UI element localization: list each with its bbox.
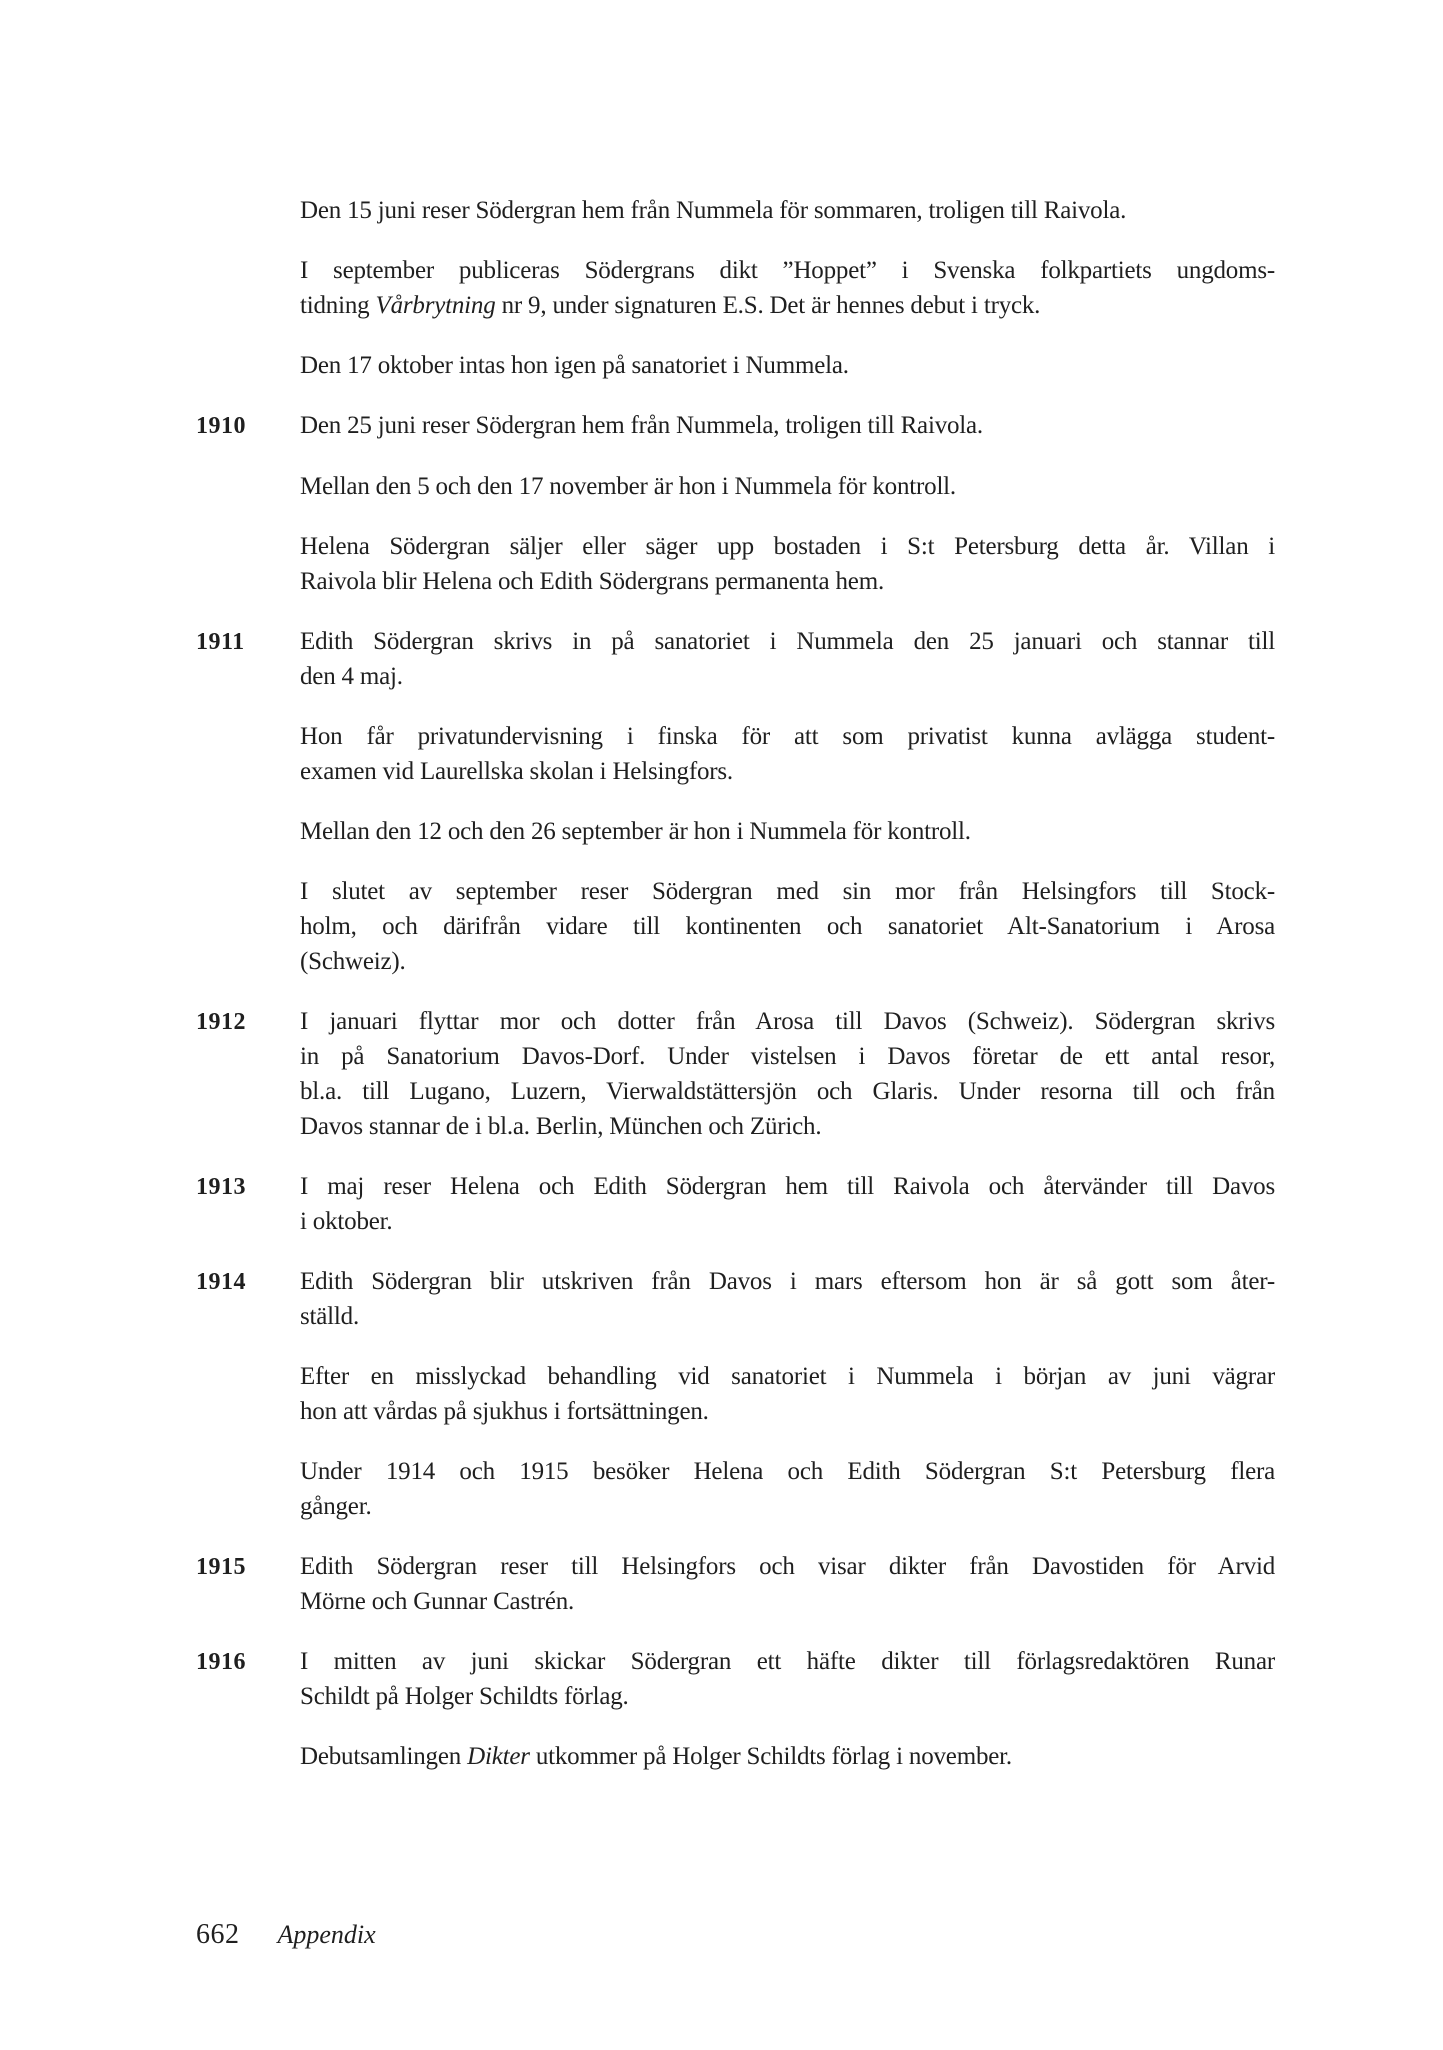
entry-year-label: 1916 xyxy=(196,1649,246,1675)
text-segment: I januari flyttar mor och dotter från Arosa till Davos (Schweiz). Södergran skrivs xyxy=(300,1008,1275,1035)
entry-year-label: 1910 xyxy=(196,413,246,439)
text-segment: I slutet av september reser Södergran med sin mor från Helsingfors till Stock- xyxy=(300,878,1275,905)
chronology-entry xyxy=(196,529,1275,599)
entry-paragraph xyxy=(300,1454,1275,1524)
entry-text-line xyxy=(300,719,1275,754)
text-segment: Mellan den 5 och den 17 november är hon i Nummela för kontroll. xyxy=(300,473,956,500)
text-segment: I mitten av juni skickar Södergran ett häfte dikter till förlagsredaktören Runar xyxy=(300,1648,1275,1675)
text-segment: Hon får privatundervisning i finska för att som privatist kunna avlägga student- xyxy=(300,723,1275,750)
entry-text-line xyxy=(300,1394,1275,1429)
entry-year-label: 1915 xyxy=(196,1554,246,1580)
text-segment: Helena Södergran säljer eller säger upp bostaden i S:t Petersburg detta år. Villan i xyxy=(300,533,1275,560)
entry-text-line xyxy=(300,1109,1275,1144)
text-segment: Edith Södergran blir utskriven från Davos i mars eftersom hon är så gott som åter- xyxy=(300,1268,1275,1295)
entry-text-line xyxy=(300,253,1275,288)
entry-text-line xyxy=(300,1169,1275,1204)
text-segment: den 4 maj. xyxy=(300,663,403,690)
text-segment: examen vid Laurellska skolan i Helsingfors. xyxy=(300,758,733,785)
text-segment: gånger. xyxy=(300,1493,372,1520)
entry-year-label: 1911 xyxy=(196,629,245,655)
text-segment: Den 15 juni reser Södergran hem från Nummela för sommaren, troligen till Raivola. xyxy=(300,197,1127,224)
chronology-entry xyxy=(196,874,1275,979)
chronology-entry xyxy=(196,1454,1275,1524)
entry-text-line xyxy=(300,754,1275,789)
entry-text-line xyxy=(300,1039,1275,1074)
entry-paragraph xyxy=(300,1739,1275,1774)
chronology-entry xyxy=(196,193,1275,228)
chronology-entry xyxy=(196,469,1275,504)
entry-text-line xyxy=(300,408,1275,443)
text-segment: (Schweiz). xyxy=(300,948,406,975)
text-segment: Edith Södergran skrivs in på sanatoriet i Nummela den 25 januari och stannar till xyxy=(300,628,1275,655)
chronology-entry xyxy=(196,1644,1275,1714)
entry-text-line xyxy=(300,624,1275,659)
entry-year-label: 1912 xyxy=(196,1009,246,1035)
text-segment: holm, och därifrån vidare till kontinenten och sanatoriet Alt-Sanatorium i Arosa xyxy=(300,913,1275,940)
text-segment: Under 1914 och 1915 besöker Helena och Edith Södergran S:t Petersburg flera xyxy=(300,1458,1275,1485)
text-segment: tidning xyxy=(300,292,376,319)
entry-text-line xyxy=(300,1204,1275,1239)
entry-paragraph xyxy=(300,1359,1275,1429)
text-segment: Mörne och Gunnar Castrén. xyxy=(300,1588,575,1615)
text-segment: hon att vårdas på sjukhus i fortsättningen. xyxy=(300,1398,709,1425)
chronology-entry xyxy=(196,1359,1275,1429)
entry-text-line xyxy=(300,1549,1275,1584)
entry-text-line xyxy=(300,1004,1275,1039)
entry-paragraph xyxy=(300,529,1275,599)
chronology-entry xyxy=(196,1549,1275,1619)
entry-text-line xyxy=(300,288,1275,323)
entry-paragraph xyxy=(300,1004,1275,1144)
text-segment: ställd. xyxy=(300,1303,360,1330)
entry-text-line xyxy=(300,1679,1275,1714)
entry-text-line xyxy=(300,1489,1275,1524)
entry-text-line xyxy=(300,469,1275,504)
entry-text-line xyxy=(300,1584,1275,1619)
entry-year-label: 1913 xyxy=(196,1174,246,1200)
italic-text-segment: Vårbrytning xyxy=(375,292,496,319)
entry-paragraph xyxy=(300,348,1275,383)
chronology-entry xyxy=(196,253,1275,323)
text-segment: Efter en misslyckad behandling vid sanatoriet i Nummela i början av juni vägrar xyxy=(300,1363,1275,1390)
text-segment: Mellan den 12 och den 26 september är hon i Nummela för kontroll. xyxy=(300,818,971,845)
entry-paragraph xyxy=(300,874,1275,979)
text-segment: bl.a. till Lugano, Luzern, Vierwaldstättersjön och Glaris. Under resorna till och från xyxy=(300,1078,1275,1105)
text-segment: Schildt på Holger Schildts förlag. xyxy=(300,1683,629,1710)
entry-text-line xyxy=(300,564,1275,599)
entry-paragraph xyxy=(300,624,1275,694)
entry-paragraph xyxy=(300,814,1275,849)
text-segment: Debutsamlingen xyxy=(300,1743,468,1770)
chronology-entry xyxy=(196,1739,1275,1774)
entry-text-line xyxy=(300,1359,1275,1394)
entry-text-line xyxy=(300,909,1275,944)
chronology-entry xyxy=(196,719,1275,789)
entry-text-line xyxy=(300,348,1275,383)
text-segment: nr 9, under signaturen E.S. Det är hennes debut i tryck. xyxy=(495,292,1041,319)
running-footer-title: Appendix xyxy=(277,1920,376,1949)
page-footer xyxy=(196,1917,376,1952)
chronology-entry xyxy=(196,1169,1275,1239)
entry-text-line xyxy=(300,193,1275,228)
text-segment: utkommer på Holger Schildts förlag i november. xyxy=(529,1743,1012,1770)
entry-text-line xyxy=(300,659,1275,694)
entry-paragraph xyxy=(300,1644,1275,1714)
entry-text-line xyxy=(300,944,1275,979)
text-segment: I maj reser Helena och Edith Södergran hem till Raivola och återvänder till Davos xyxy=(300,1173,1275,1200)
entry-text-line xyxy=(300,1739,1275,1774)
entry-year-label: 1914 xyxy=(196,1269,246,1295)
entry-paragraph xyxy=(300,1264,1275,1334)
text-segment: Den 25 juni reser Södergran hem från Nummela, troligen till Raivola. xyxy=(300,412,983,439)
entry-paragraph xyxy=(300,408,1275,443)
text-segment: i oktober. xyxy=(300,1208,393,1235)
entry-paragraph xyxy=(300,719,1275,789)
entry-text-line xyxy=(300,1264,1275,1299)
entry-paragraph xyxy=(300,1549,1275,1619)
entry-paragraph xyxy=(300,1169,1275,1239)
text-segment: Edith Södergran reser till Helsingfors och visar dikter från Davostiden för Arvid xyxy=(300,1553,1275,1580)
entry-text-line xyxy=(300,814,1275,849)
text-segment: Den 17 oktober intas hon igen på sanatoriet i Nummela. xyxy=(300,352,849,379)
chronology-entry xyxy=(196,408,1275,444)
text-segment: Davos stannar de i bl.a. Berlin, München och Zürich. xyxy=(300,1113,822,1140)
text-segment: Raivola blir Helena och Edith Södergrans permanenta hem. xyxy=(300,568,884,595)
entry-paragraph xyxy=(300,469,1275,504)
entry-text-line xyxy=(300,1299,1275,1334)
text-segment: in på Sanatorium Davos-Dorf. Under vistelsen i Davos företar de ett antal resor, xyxy=(300,1043,1275,1070)
page-number: 662 xyxy=(196,1919,240,1950)
chronology xyxy=(196,193,1275,1774)
chronology-entry xyxy=(196,348,1275,383)
entry-paragraph xyxy=(300,253,1275,323)
entry-text-line xyxy=(300,1454,1275,1489)
text-segment: I september publiceras Södergrans dikt ”Hoppet” i Svenska folkpartiets ungdoms- xyxy=(300,257,1275,284)
entry-text-line xyxy=(300,1644,1275,1679)
chronology-entry xyxy=(196,1004,1275,1144)
entry-paragraph xyxy=(300,193,1275,228)
entry-text-line xyxy=(300,529,1275,564)
italic-text-segment: Dikter xyxy=(467,1743,530,1770)
chronology-entry xyxy=(196,1264,1275,1334)
entry-text-line xyxy=(300,1074,1275,1109)
entry-text-line xyxy=(300,874,1275,909)
chronology-entry xyxy=(196,814,1275,849)
chronology-entry xyxy=(196,624,1275,694)
